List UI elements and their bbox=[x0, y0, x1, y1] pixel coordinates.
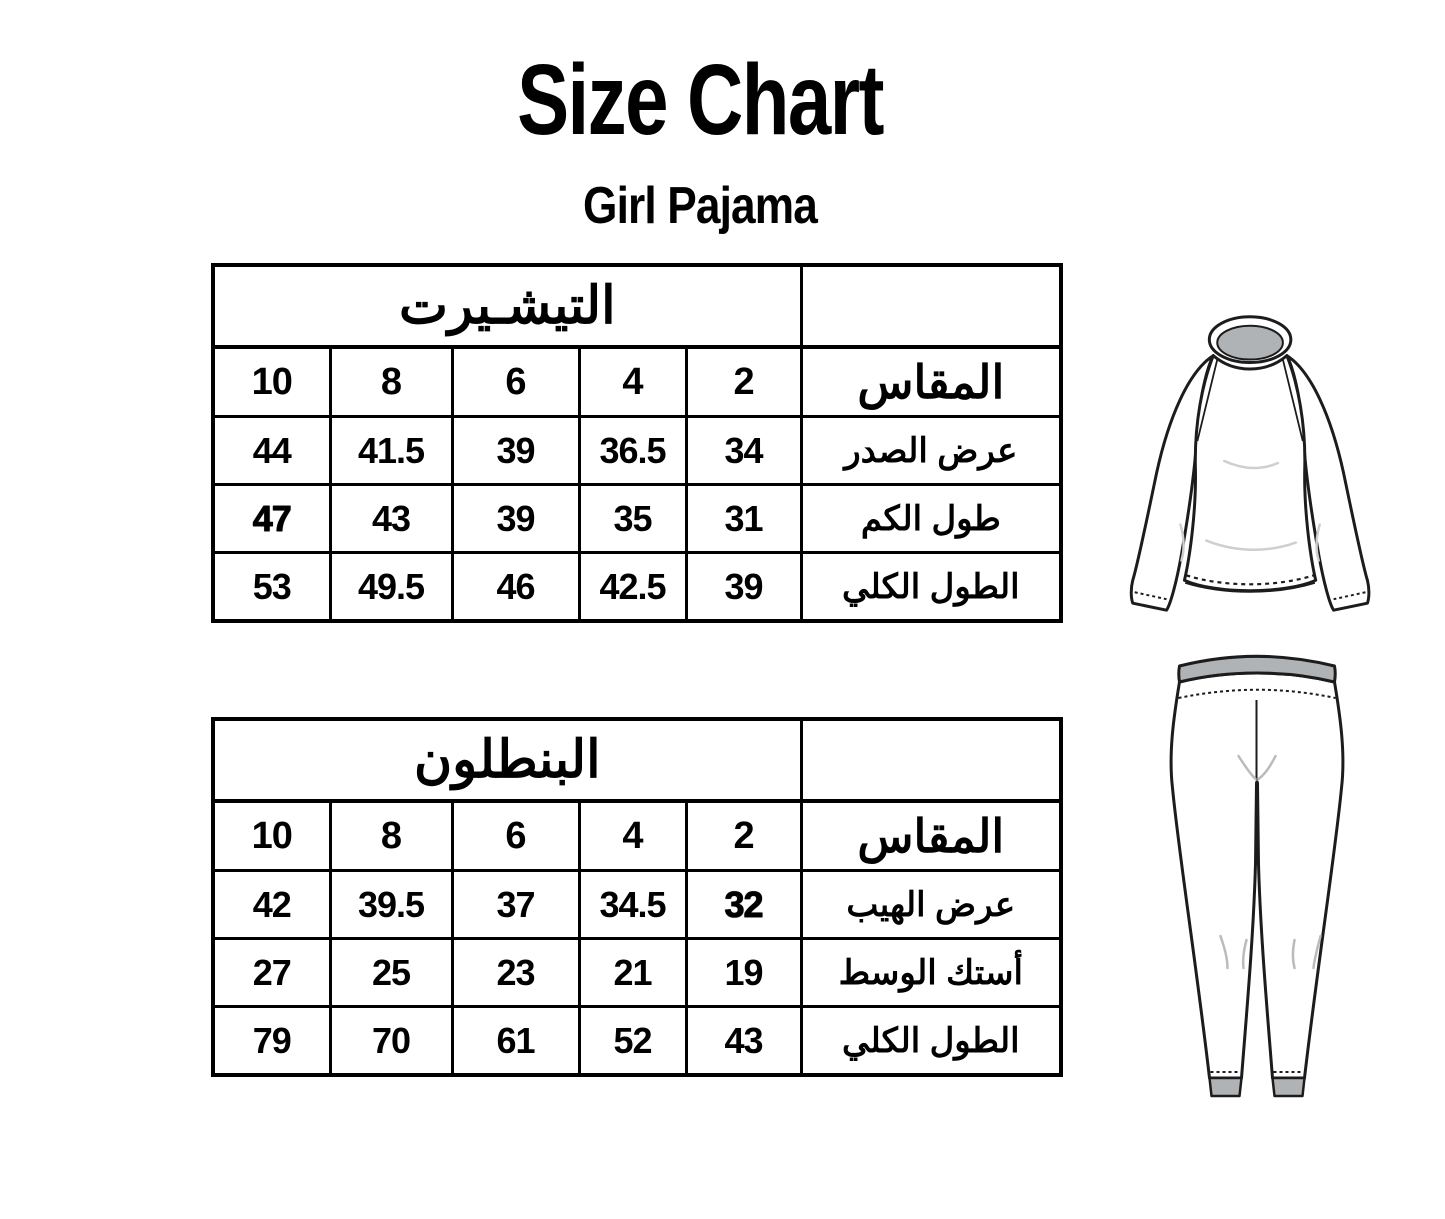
corner-cell bbox=[801, 265, 1061, 347]
size-header-2: 2 bbox=[686, 347, 801, 417]
value-cell: 79 bbox=[213, 1007, 330, 1076]
size-row-label: المقاس bbox=[801, 347, 1061, 417]
shirt-table-header-row bbox=[213, 265, 1061, 347]
row-label: الطول الكلي bbox=[801, 1007, 1061, 1076]
value-cell: 35 bbox=[579, 485, 686, 553]
value-cell: 36.5 bbox=[579, 417, 686, 485]
size-header-10: 10 bbox=[213, 801, 330, 871]
value-cell: 42.5 bbox=[579, 553, 686, 622]
shirt-product-header: التيشـيرت bbox=[213, 265, 801, 347]
total-length-row bbox=[213, 1007, 1061, 1076]
value-cell: 23 bbox=[452, 939, 579, 1007]
value-cell: 70 bbox=[330, 1007, 452, 1076]
value-cell: 37 bbox=[452, 871, 579, 939]
page-subtitle: Girl Pajama bbox=[583, 177, 817, 235]
pajama-pants-illustration bbox=[1140, 646, 1415, 1126]
value-cell: 31 bbox=[686, 485, 801, 553]
corner-cell bbox=[801, 719, 1061, 801]
waist-elastic-row bbox=[213, 939, 1061, 1007]
value-cell: 39.5 bbox=[330, 871, 452, 939]
value-cell: 61 bbox=[452, 1007, 579, 1076]
row-label: عرض الصدر bbox=[801, 417, 1061, 485]
value-cell: 19 bbox=[686, 939, 801, 1007]
pants-table-header-row bbox=[213, 719, 1061, 801]
value-cell: 41.5 bbox=[330, 417, 452, 485]
shirt-size-table bbox=[211, 263, 1063, 623]
value-cell: 53 bbox=[213, 553, 330, 622]
shirt-sizes-row bbox=[213, 347, 1061, 417]
hip-width-row bbox=[213, 871, 1061, 939]
value-cell: 42 bbox=[213, 871, 330, 939]
value-cell: 39 bbox=[686, 553, 801, 622]
value-cell: 52 bbox=[579, 1007, 686, 1076]
size-header-8: 8 bbox=[330, 801, 452, 871]
pants-product-header: البنطلون bbox=[213, 719, 801, 801]
page-title: Size Chart bbox=[517, 44, 883, 156]
size-header-8: 8 bbox=[330, 347, 452, 417]
row-label: الطول الكلي bbox=[801, 553, 1061, 622]
total-length-row bbox=[213, 553, 1061, 622]
value-cell: 39 bbox=[452, 485, 579, 553]
value-cell: 21 bbox=[579, 939, 686, 1007]
size-header-6: 6 bbox=[452, 801, 579, 871]
size-row-label: المقاس bbox=[801, 801, 1061, 871]
long-sleeve-shirt-illustration bbox=[1085, 292, 1443, 624]
size-header-2: 2 bbox=[686, 801, 801, 871]
row-label: عرض الهيب bbox=[801, 871, 1061, 939]
value-cell: 46 bbox=[452, 553, 579, 622]
value-cell: 44 bbox=[213, 417, 330, 485]
pants-sizes-row bbox=[213, 801, 1061, 871]
row-label: طول الكم bbox=[801, 485, 1061, 553]
size-header-10: 10 bbox=[213, 347, 330, 417]
value-cell: 49.5 bbox=[330, 553, 452, 622]
value-cell: 27 bbox=[213, 939, 330, 1007]
value-cell: 34 bbox=[686, 417, 801, 485]
value-cell: 32 bbox=[686, 871, 801, 939]
sleeve-length-row bbox=[213, 485, 1061, 553]
value-cell: 34.5 bbox=[579, 871, 686, 939]
value-cell: 39 bbox=[452, 417, 579, 485]
row-label: أستك الوسط bbox=[801, 939, 1061, 1007]
value-cell: 25 bbox=[330, 939, 452, 1007]
value-cell: 43 bbox=[686, 1007, 801, 1076]
size-header-4: 4 bbox=[579, 801, 686, 871]
value-cell: 43 bbox=[330, 485, 452, 553]
value-cell: 47 bbox=[213, 485, 330, 553]
size-header-4: 4 bbox=[579, 347, 686, 417]
chest-width-row bbox=[213, 417, 1061, 485]
pants-size-table bbox=[211, 717, 1063, 1077]
size-header-6: 6 bbox=[452, 347, 579, 417]
